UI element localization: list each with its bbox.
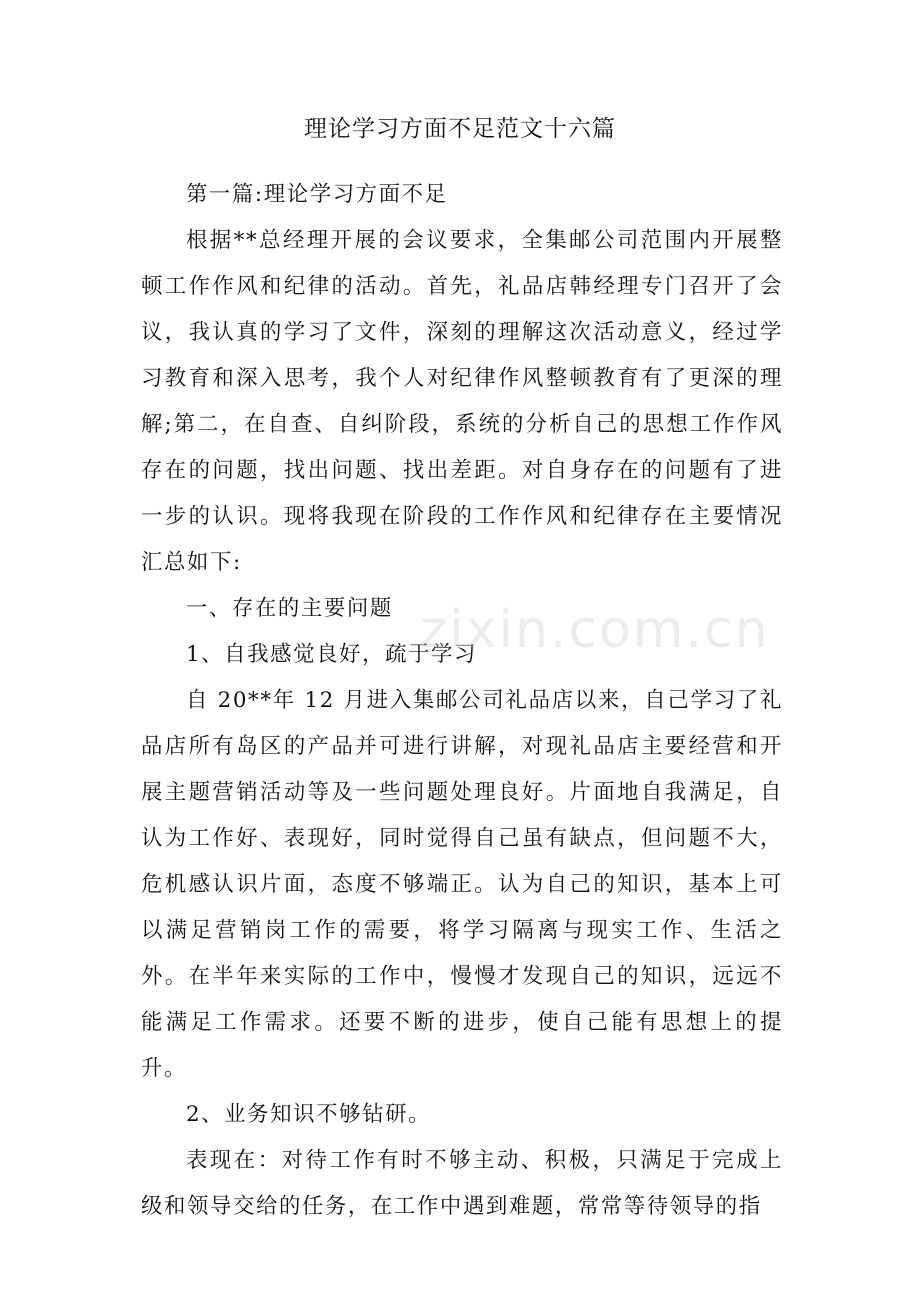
body-paragraph: 根据**总经理开展的会议要求，全集邮公司范围内开展整顿工作作风和纪律的活动。首先，礼品店韩经理专门召开了会议，我认真的学习了文件，深刻的理解这次活动意义，经过学习教育和深入思考，我个人对纪律作风整顿教育有了更深的理解;第二，在自查、自纠阶段，系统的分析自己的思想工作作风存在的问题，找出问题、找出差距。对自身存在的问题有了进一步的认识。现将我现在阶段的工作作风和纪律存在主要情况汇总如下: (141, 228, 783, 575)
body-paragraph: 表现在：对待工作有时不够主动、积极，只满足于完成上级和领导交给的任务，在工作中遇到难题，常常等待领导的指 (141, 1148, 783, 1219)
section-heading: 第一篇:理论学习方面不足 (185, 182, 448, 207)
watermark: zixin.com.cn (420, 600, 770, 660)
subheading: 2、业务知识不够钻研。 (185, 1102, 432, 1127)
subheading: 1、自我感觉良好，疏于学习 (185, 642, 478, 667)
subheading: 一、存在的主要问题 (185, 596, 393, 621)
document-title: 理论学习方面不足范文十六篇 (304, 116, 616, 142)
body-paragraph: 自 20**年 12 月进入集邮公司礼品店以来，自己学习了礼品店所有岛区的产品并可进行讲解，对现礼品店主要经营和开展主题营销活动等及一些问题处理良好。片面地自我满足，自认为工作好、表现好，同时觉得自己虽有缺点，但问题不大，危机感认识片面，态度不够端正。认为自己的知识，基本上可以满足营销岗工作的需要，将学习隔离与现实工作、生活之外。在半年来实际的工作中，慢慢才发现自己的知识，远远不能满足工作需求。还要不断的进步，使自己能有思想上的提升。 (141, 688, 783, 1081)
document-body (141, 172, 783, 1230)
